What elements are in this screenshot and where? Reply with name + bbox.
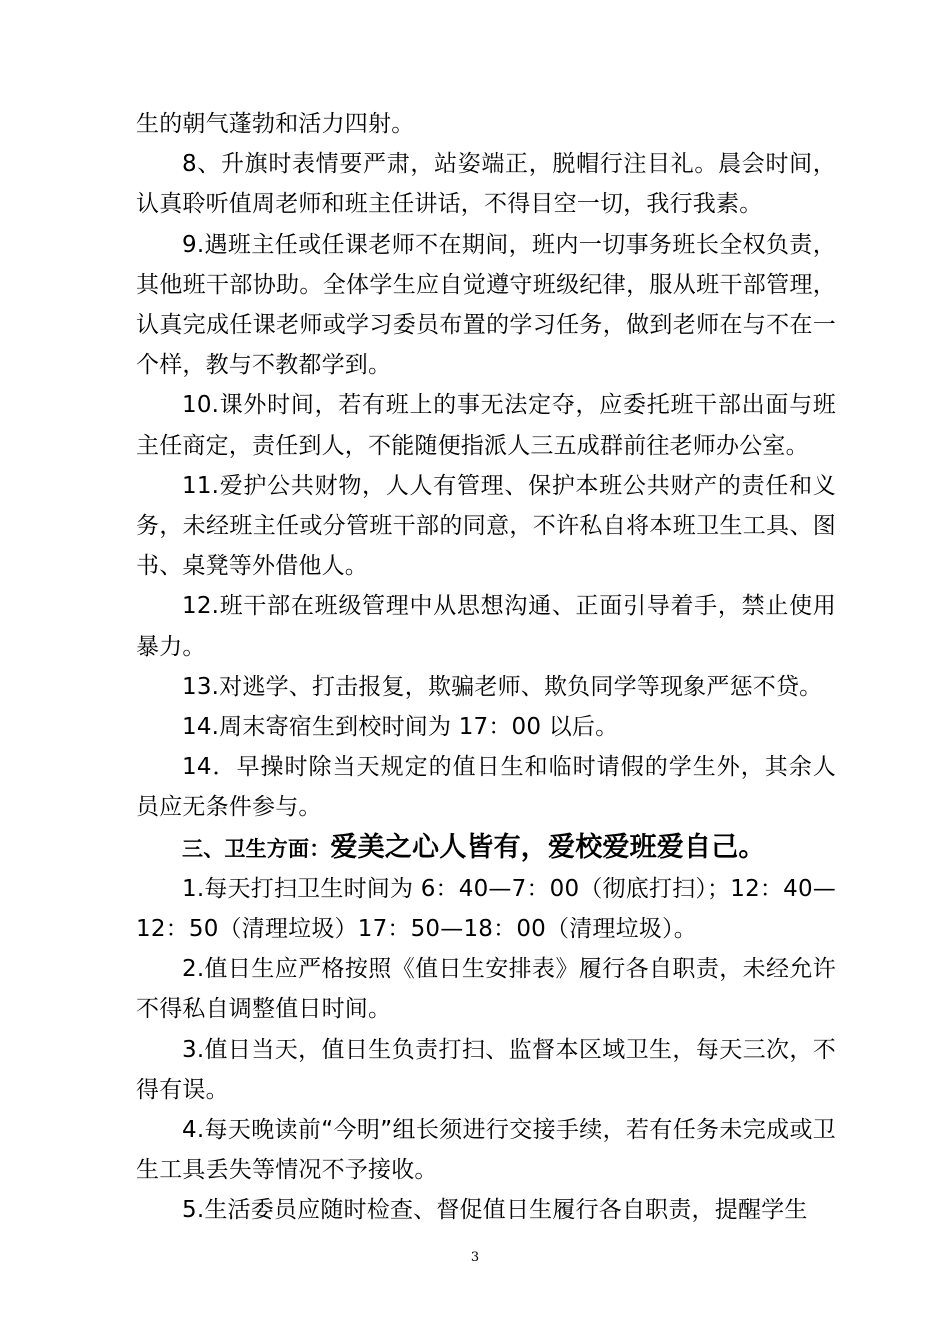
paragraph-hygiene-1: 1.每天打扫卫生时间为 6：40—7：00（彻底打扫）；12：40—12：50（清理垃圾）17：50—18：00（清理垃圾）。	[136, 875, 836, 943]
paragraph-hygiene-5: 5.生活委员应随时检查、督促值日生履行各自职责，提醒学生	[182, 1197, 808, 1224]
section-heading-prefix: 三、卫生方面：	[182, 836, 331, 861]
paragraph-rule-12: 12.班干部在班级管理中从思想沟通、正面引导着手，禁止使用暴力。	[136, 593, 836, 660]
paragraph-rule-9: 9.遇班主任或任课老师不在期间，班内一切事务班长全权负责，其他班干部协助。全体学生应自觉遵守班级纪律，服从班干部管理，认真完成任课老师或学习委员布置的学习任务，做到老师在与不在一个样，教与不教都学到。	[136, 231, 836, 379]
section-heading-motto: 爱美之心人皆有，爱校爱班爱自己。	[330, 831, 766, 863]
paragraph-hygiene-2: 2.值日生应严格按照《值日生安排表》履行各自职责，未经允许不得私自调整值日时间。	[136, 956, 836, 1023]
paragraph-rule-14-morning-exercise: 14．早操时除当天规定的值日生和临时请假的学生外，其余人员应无条件参与。	[136, 754, 836, 821]
document-body	[136, 104, 836, 1231]
paragraph-hygiene-4: 4.每天晚读前“今明”组长须进行交接手续，若有任务未完成或卫生工具丢失等情况不予接收。	[136, 1117, 836, 1184]
page-number: 3	[470, 1250, 480, 1265]
paragraph-continuation: 生的朝气蓬勃和活力四射。	[136, 111, 415, 137]
paragraph-hygiene-3: 3.值日当天，值日生负责打扫、监督本区域卫生，每天三次，不得有误。	[136, 1036, 836, 1103]
paragraph-rule-13: 13.对逃学、打击报复，欺骗老师、欺负同学等现象严惩不贷。	[182, 673, 823, 700]
paragraph-rule-14-boarding: 14.周末寄宿生到校时间为 17：00 以后。	[182, 714, 619, 741]
paragraph-rule-10: 10.课外时间，若有班上的事无法定夺，应委托班干部出面与班主任商定，责任到人，不能随便指派人三五成群前往老师办公室。	[136, 392, 836, 459]
paragraph-rule-8: 8、升旗时表情要严肃，站姿端正，脱帽行注目礼。晨会时间，认真聆听值周老师和班主任讲话，不得目空一切，我行我素。	[136, 151, 836, 218]
paragraph-rule-11: 11.爱护公共财物，人人有管理、保护本班公共财产的责任和义务，未经班主任或分管班干部的同意，不许私自将本班卫生工具、图书、桌凳等外借他人。	[136, 472, 836, 580]
section-heading-hygiene	[136, 828, 836, 869]
